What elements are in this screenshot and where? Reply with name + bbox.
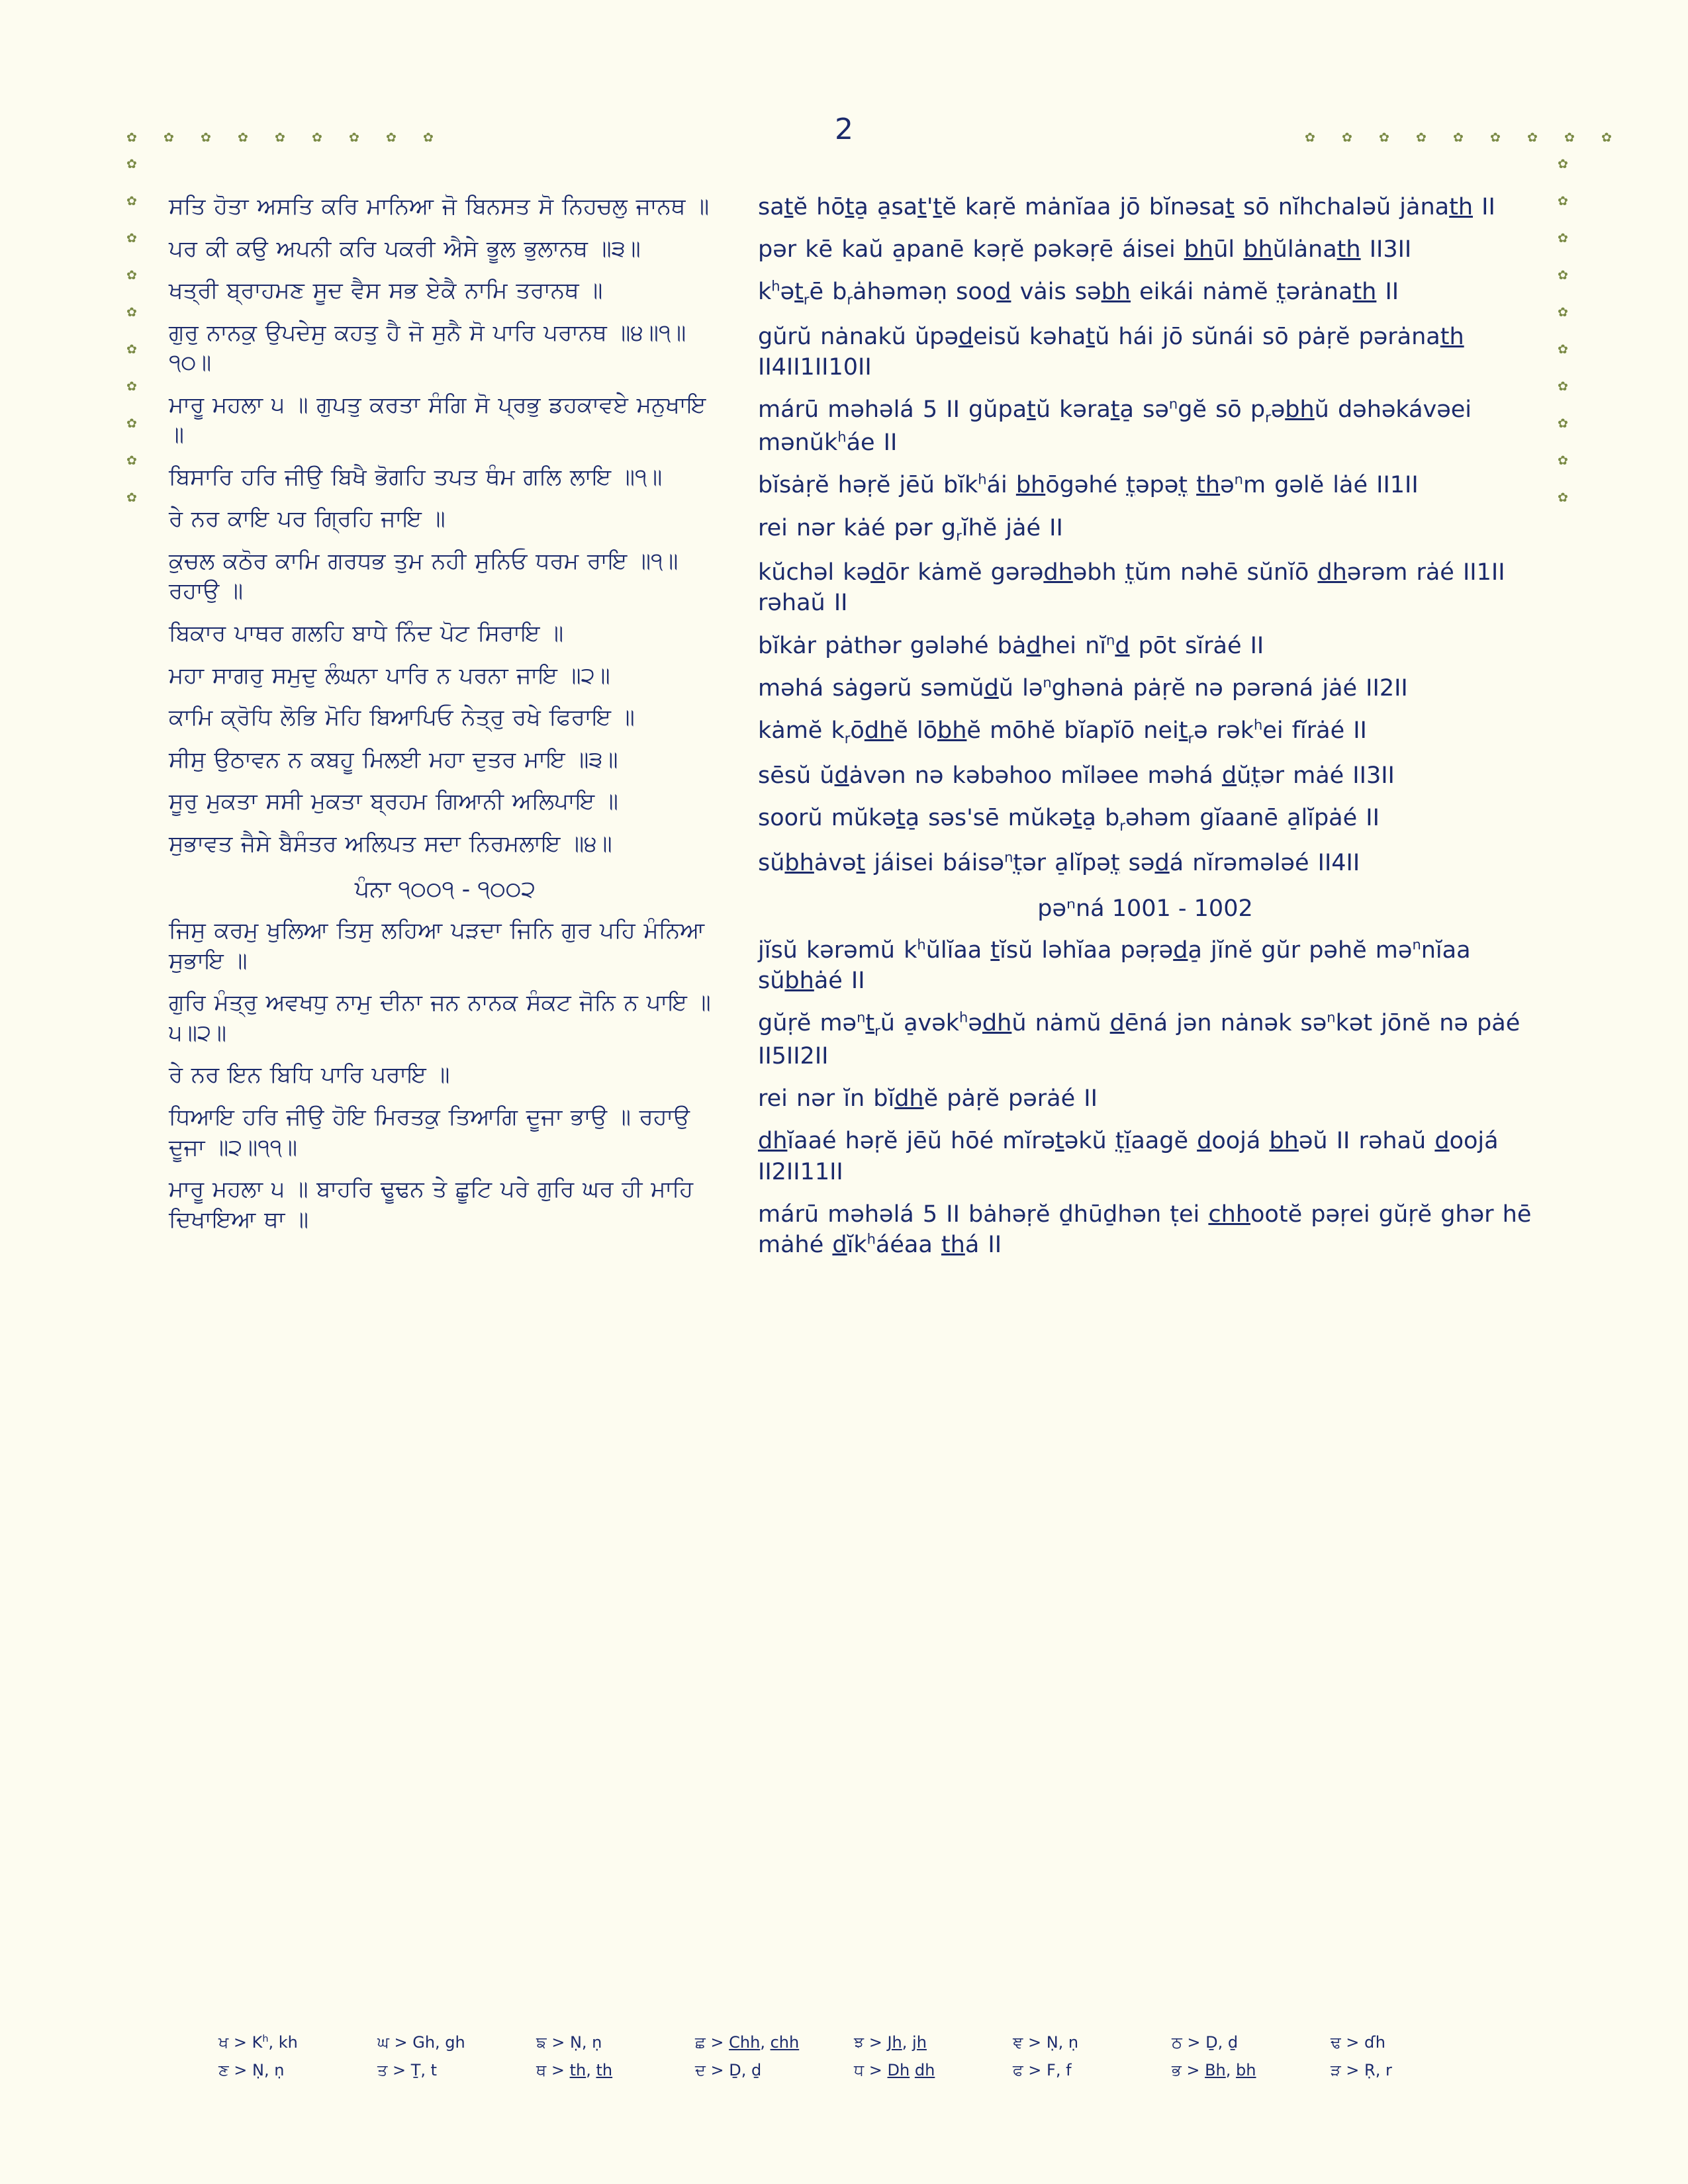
gurmukhi-line: ਮਹਾ ਸਾਗਰੁ ਸਮੁਦੁ ਲੰਘਨਾ ਪਾਰਿ ਨ ਪਰਨਾ ਜਾਇ ॥੨॥ bbox=[169, 662, 610, 689]
transliteration-line: kŭchəl kədōr kȧmĕ gərədhəbh ṭŭm nəhē sŭnĭō dhərəm rȧé II1II rəhaŭ II bbox=[758, 559, 1505, 617]
ornament-row-top-right bbox=[1304, 131, 1613, 143]
legend-cell: ਞ > Ṇ, ṇ bbox=[1013, 2033, 1079, 2052]
legend-cell: ਝ > Jh, jh bbox=[854, 2033, 927, 2052]
transliteration-column bbox=[758, 192, 1532, 1272]
flower-ornament-icon bbox=[126, 417, 138, 429]
flower-ornament-icon bbox=[126, 158, 138, 169]
gurmukhi-line: ਮਾਰੂ ਮਹਲਾ ੫ ॥ ਗੁਪਤੁ ਕਰਤਾ ਸੰਗਿ ਸੋ ਪ੍ਰਭੁ ਡਹਕਾਵਏ ਮਨੁਖਾਇ ॥ bbox=[169, 391, 706, 449]
gurmukhi-line: ਕਾਮਿ ਕ੍ਰੋਧਿ ਲੋਭਿ ਮੋਹਿ ਬਿਆਪਿਓ ਨੇਤ੍ਰੁ ਰਖੇ ਫਿਰਾਇ ॥ bbox=[169, 704, 635, 731]
gurmukhi-line: ਬਿਕਾਰ ਪਾਥਰ ਗਲਹਿ ਬਾਧੇ ਨਿੰਦ ਪੋਟ ਸਿਰਾਇ ॥ bbox=[169, 620, 564, 647]
transliteration-line: məhá sȧgərŭ səmŭdŭ lə$^n$ghənȧ pȧṛĕ nə pərəná jȧé II2II bbox=[758, 674, 1408, 702]
transliteration-line: bĭsȧṛĕ həṛĕ jēŭ bĭk$^h$ái bhōgəhé ṭəpəṭ thə$^n$m gəlĕ lȧé II1II bbox=[758, 471, 1419, 499]
legend-cell: ਢ > ɗh bbox=[1331, 2033, 1385, 2052]
transliteration-line: jĭsŭ kərəmŭ $k^hŭlĭaa$ tĭsŭ ləhĭaa pəṛəda̠ jĭnĕ gŭr pəhĕ mə$^n$nĭaa sŭbhȧé II bbox=[758, 936, 1471, 995]
flower-ornament-icon bbox=[1557, 417, 1569, 429]
transliteration-line: márū məhəlá 5 II bȧhəṛĕ ḏhūḏhən ṭei chhootĕ pəṛei gŭṛĕ ghər hē mȧhé dĭk$^h$áéaa thá II bbox=[758, 1201, 1532, 1258]
flower-ornament-icon bbox=[1415, 131, 1427, 143]
flower-ornament-icon bbox=[1526, 131, 1538, 143]
flower-ornament-icon bbox=[1601, 131, 1613, 143]
flower-ornament-icon bbox=[1304, 131, 1316, 143]
transliteration-verse-block bbox=[758, 192, 1532, 878]
flower-ornament-icon bbox=[126, 195, 138, 206]
flower-ornament-icon bbox=[422, 131, 434, 143]
flower-ornament-icon bbox=[126, 131, 138, 143]
flower-ornament-icon bbox=[126, 232, 138, 244]
page-number: 2 bbox=[835, 113, 853, 146]
legend-cell: ਫ > F, f bbox=[1013, 2061, 1072, 2079]
flower-ornament-icon bbox=[1557, 232, 1569, 244]
transliteration-line: $k^hət_rē$ $b_rȧhəməṇ$ sood vȧis səbh eikái nȧmĕ ṭərȧnath II bbox=[758, 278, 1399, 308]
flower-ornament-icon bbox=[126, 343, 138, 355]
flower-ornament-icon bbox=[1557, 306, 1569, 318]
gurmukhi-line: ਗੁਰਿ ਮੰਤ੍ਰੁ ਅਵਖਧੁ ਨਾਮੁ ਦੀਨਾ ਜਨ ਨਾਨਕ ਸੰਕਟ ਜੋਨਿ ਨ ਪਾਇ ॥੫॥੨॥ bbox=[169, 989, 711, 1046]
gurmukhi-line: ਸੁਭਾਵਤ ਜੈਸੇ ਬੈਸੰਤਰ ਅਲਿਪਤ ਸਦਾ ਨਿਰਮਲਾਇ ॥੪॥ bbox=[169, 830, 612, 857]
flower-ornament-icon bbox=[1341, 131, 1353, 143]
transliteration-line: bĭkȧr pȧthər gələhé bȧdhei $nĭ^nd$ pōt sĭrȧé II bbox=[758, 632, 1264, 659]
legend-cell: ਖ > $K^h$, kh bbox=[218, 2033, 298, 2052]
gurmukhi-line: ਸਤਿ ਹੋਤਾ ਅਸਤਿ ਕਰਿ ਮਾਨਿਆ ਜੋ ਬਿਨਸਤ ਸੋ ਨਿਹਚਲੁ ਜਾਨਥ ॥ bbox=[169, 193, 710, 220]
flower-ornament-icon bbox=[1557, 491, 1569, 503]
ornament-column-left bbox=[126, 158, 138, 503]
gurmukhi-line: ਰੇ ਨਰ ਇਨ ਬਿਧਿ ਪਾਰਿ ਪਰਾਇ ॥ bbox=[169, 1062, 450, 1089]
flower-ornament-icon bbox=[163, 131, 175, 143]
legend-cell: ਛ > Chh, chh bbox=[695, 2033, 800, 2052]
transliteration-line: dhĭaaé həṛĕ jēŭ hōé mĭrətəkŭ ṭĭ̠aagĕ doojá bhəŭ II rəhaŭ doojá II2II11II bbox=[758, 1128, 1499, 1185]
legend-cell: ਠ > Ḏ, ḏ bbox=[1172, 2033, 1239, 2052]
flower-ornament-icon bbox=[126, 454, 138, 466]
transliteration-legend bbox=[218, 2033, 1489, 2089]
transliteration-line: sēsŭ ŭdȧvən nə kəbəhoo mĭləee məhá dŭṭər mȧé II3II bbox=[758, 762, 1395, 789]
gurmukhi-column bbox=[169, 192, 722, 1247]
legend-cell: ਣ > Ṇ, ṇ bbox=[218, 2061, 285, 2079]
flower-ornament-icon bbox=[126, 306, 138, 318]
gurmukhi-line: ਕੁਚਲ ਕਠੋਰ ਕਾਮਿ ਗਰਧਭ ਤੁਮ ਨਹੀ ਸੁਨਿਓ ਧਰਮ ਰਾਇ ॥੧॥ ਰਹਾਉ ॥ bbox=[169, 547, 679, 605]
flower-ornament-icon bbox=[237, 131, 249, 143]
ornament-column-right bbox=[1557, 158, 1569, 503]
gurmukhi-line: ਬਿਸਾਰਿ ਹਰਿ ਜੀਉ ਬਿਖੈ ਭੋਗਹਿ ਤਪਤ ਥੰਮ ਗਲਿ ਲਾਇ ॥੧॥ bbox=[169, 463, 663, 490]
legend-cell: ਙ > Ṇ, ṇ bbox=[536, 2033, 602, 2052]
flower-ornament-icon bbox=[126, 491, 138, 503]
flower-ornament-icon bbox=[1557, 269, 1569, 281]
legend-row bbox=[218, 2033, 1489, 2052]
gurmukhi-line: ਸੀਸੁ ਉਠਾਵਨ ਨ ਕਬਹੂ ਮਿਲਈ ਮਹਾ ਦੁਤਰ ਮਾਇ ॥੩॥ bbox=[169, 746, 618, 773]
transliteration-line: rei nər kȧé pər $g_rĭhĕ$ jȧé II bbox=[758, 514, 1063, 544]
legend-cell: ਘ > Gh, gh bbox=[377, 2033, 465, 2052]
legend-cell: ਦ > Ḏ, ḏ bbox=[695, 2061, 762, 2079]
legend-cell: ਤ > Ṯ, t bbox=[377, 2061, 438, 2079]
panna-reference-transliteration: pəⁿná 1001 - 1002 bbox=[1037, 895, 1253, 922]
transliteration-line: márū məhəlá 5 II gŭpatŭ kərata̠ sə$^n$gĕ sō $p_rəbhŭ$ dəhəkávəei mənŭk$^h$áe II bbox=[758, 396, 1472, 457]
flower-ornament-icon bbox=[385, 131, 397, 143]
transliteration-line: sŭbhȧvət jáisei báisə$^n$ṭər a̠lĭpəṭ sədá nĭrəmələé II4II bbox=[758, 849, 1360, 876]
transliteration-line: gŭrŭ nȧnakŭ ŭpədeisŭ kəhatŭ hái jō sŭnái sō pȧṛĕ pərȧnath II4II1II10II bbox=[758, 324, 1464, 381]
transliteration-line: kȧmĕ $k_rōdhĕ$ lōbhĕ mōhĕ bĭapĭō neit$_r$ə rək$^h$ei fĭrȧé II bbox=[758, 717, 1367, 747]
flower-ornament-icon bbox=[1557, 195, 1569, 206]
gurmukhi-line: ਧਿਆਇ ਹਰਿ ਜੀਉ ਹੋਇ ਮਿਰਤਕੁ ਤਿਆਗਿ ਦੂਜਾ ਭਾਉ ॥ ਰਹਾਉ ਦੂਜਾ ॥੨॥੧੧॥ bbox=[169, 1104, 690, 1161]
transliteration-line: gŭṛĕ $mə^nt_rŭ$ a̠vək$^h$ədhŭ nȧmŭ dēná jən nȧnək sə$^n$kət jōnĕ nə pȧé II5II2II bbox=[758, 1009, 1521, 1069]
flower-ornament-icon bbox=[1452, 131, 1464, 143]
legend-cell: ਥ > th, th bbox=[536, 2061, 613, 2079]
transliteration-verse-block-2 bbox=[758, 935, 1532, 1260]
transliteration-line: rei nər ĭn bĭdhĕ pȧṛĕ pərȧé II bbox=[758, 1085, 1098, 1113]
legend-cell: ਧ > Dh dh bbox=[854, 2061, 935, 2079]
gurmukhi-line: ਗੁਰੁ ਨਾਨਕੁ ਉਪਦੇਸੁ ਕਹਤੁ ਹੈ ਜੋ ਸੁਨੈ ਸੋ ਪਾਰਿ ਪਰਾਨਥ ॥੪॥੧॥੧੦॥ bbox=[169, 319, 686, 377]
flower-ornament-icon bbox=[126, 269, 138, 281]
flower-ornament-icon bbox=[200, 131, 212, 143]
flower-ornament-icon bbox=[1378, 131, 1390, 143]
flower-ornament-icon bbox=[348, 131, 360, 143]
flower-ornament-icon bbox=[1557, 158, 1569, 169]
gurmukhi-line: ਖਤ੍ਰੀ ਬ੍ਰਾਹਮਣ ਸੂਦ ਵੈਸ ਸਭ ਏਕੈ ਨਾਮਿ ਤਰਾਨਥ ॥ bbox=[169, 277, 603, 304]
flower-ornament-icon bbox=[311, 131, 323, 143]
flower-ornament-icon bbox=[1489, 131, 1501, 143]
flower-ornament-icon bbox=[1557, 454, 1569, 466]
transliteration-line: pər kē kaŭ a̠panē kəṛĕ pəkəṛē áisei bhūl bhŭlȧnath II3II bbox=[758, 236, 1412, 263]
gurmukhi-line: ਸੂਰੁ ਮੁਕਤਾ ਸਸੀ ਮੁਕਤਾ ਬ੍ਰਹਮ ਗਿਆਨੀ ਅਲਿਪਾਇ ॥ bbox=[169, 788, 618, 815]
transliteration-line: satĕ hōta̠ a̠sat'tĕ kaṛĕ mȧnĭaa jō bĭnəsat sō nĭhchaləŭ jȧnath II bbox=[758, 194, 1495, 220]
flower-ornament-icon bbox=[1557, 343, 1569, 355]
gurmukhi-verse-block-2 bbox=[169, 916, 722, 1235]
legend-row bbox=[218, 2061, 1489, 2079]
gurmukhi-line: ਮਾਰੂ ਮਹਲਾ ੫ ॥ ਬਾਹਰਿ ਢੂਢਨ ਤੇ ਛੂਟਿ ਪਰੇ ਗੁਰਿ ਘਰ ਹੀ ਮਾਹਿ ਦਿਖਾਇਆ ਥਾ ॥ bbox=[169, 1176, 694, 1233]
ornament-row-top-left bbox=[126, 131, 434, 143]
panna-reference-gurmukhi: ਪੰਨਾ ੧੦੦੧ - ੧੦੦੨ bbox=[354, 876, 536, 903]
legend-cell: ਭ > Bh, bh bbox=[1172, 2061, 1256, 2079]
transliteration-line: soorŭ mŭkəta̠ səs'sē mŭkəta̠ $b_rəhəm$ gĭaanē a̠lĭpȧé II bbox=[758, 804, 1380, 834]
gurmukhi-line: ਪਰ ਕੀ ਕਉੁ ਅਪਨੀ ਕਰਿ ਪਕਰੀ ਐਸੇ ਭੂਲ ਭੁਲਾਨਥ ॥੩॥ bbox=[169, 235, 641, 262]
flower-ornament-icon bbox=[126, 380, 138, 392]
gurmukhi-verse-block bbox=[169, 192, 722, 859]
gurmukhi-line: ਰੇ ਨਰ ਕਾਇ ਪਰ ਗ੍ਰਿਹਿ ਜਾਇ ॥ bbox=[169, 506, 445, 533]
flower-ornament-icon bbox=[1564, 131, 1575, 143]
legend-cell: ੜ > Ṛ, r bbox=[1331, 2061, 1392, 2079]
flower-ornament-icon bbox=[274, 131, 286, 143]
flower-ornament-icon bbox=[1557, 380, 1569, 392]
gurmukhi-line: ਜਿਸੁ ਕਰਮੁ ਖੁਲਿਆ ਤਿਸੁ ਲਹਿਆ ਪੜਦਾ ਜਿਨਿ ਗੁਰ ਪਹਿ ਮੰਨਿਆ ਸੁਭਾਇ ॥ bbox=[169, 917, 705, 974]
